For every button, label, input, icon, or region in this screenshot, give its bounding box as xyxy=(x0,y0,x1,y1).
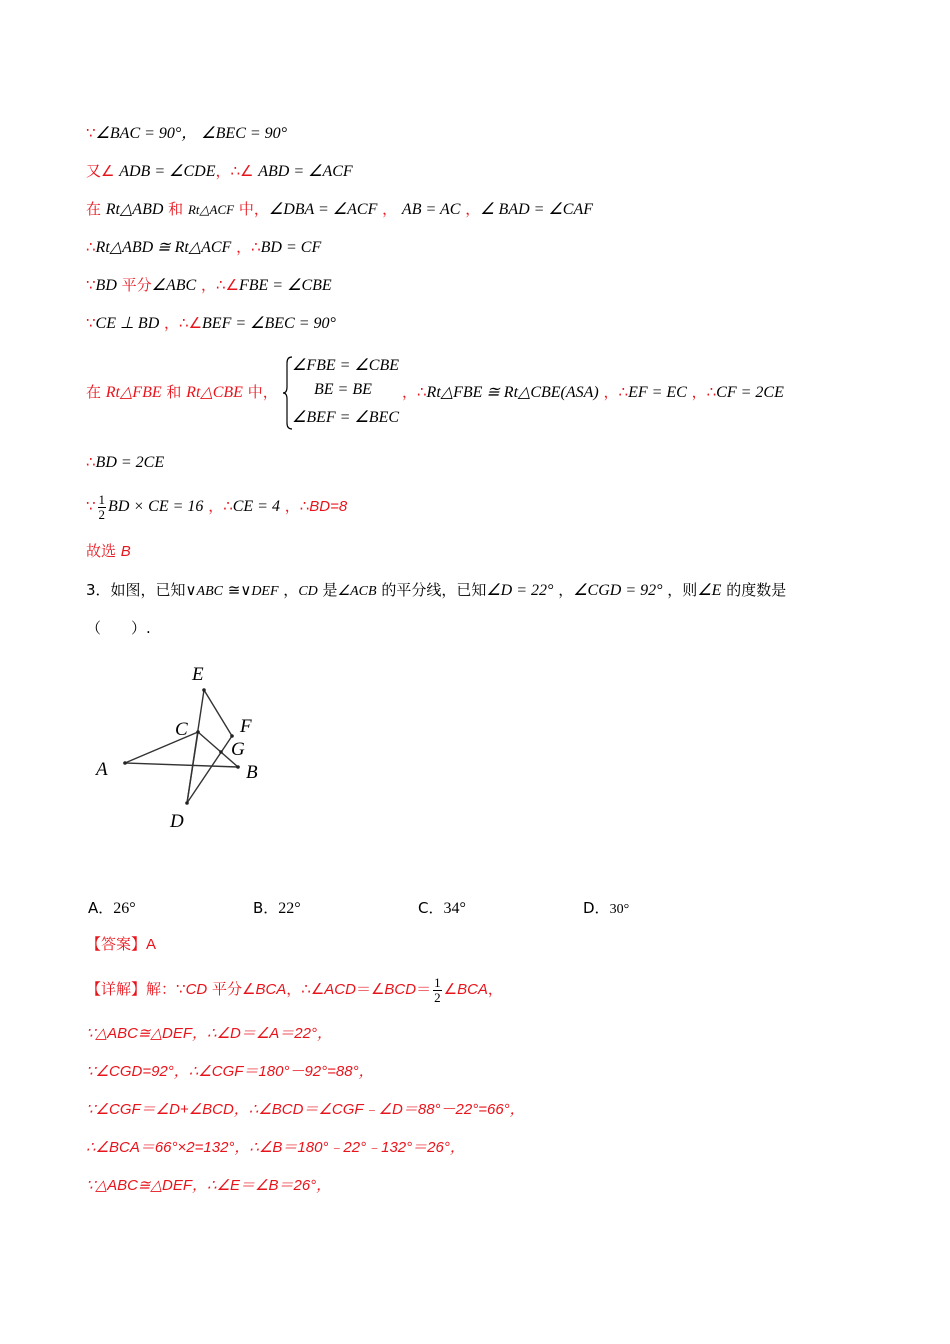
text: ，∴ xyxy=(402,383,427,401)
solution-line-10 xyxy=(86,541,131,562)
text: ＝ xyxy=(416,980,432,998)
text: 故选 xyxy=(86,542,121,560)
detail-line-5: ∴∠BCA＝66°×2=132°，∴∠B＝180°﹣22°﹣132°＝26°， xyxy=(86,1139,465,1156)
geometry-figure xyxy=(90,655,280,835)
solution-line-3 xyxy=(86,199,593,220)
math-expr: ∠ BAD = ∠CAF xyxy=(480,201,594,218)
fraction-denominator: 2 xyxy=(434,989,441,1005)
text: 是 xyxy=(317,581,338,599)
because-symbol: ∵ xyxy=(86,276,96,294)
text: 的平分线，已知 xyxy=(376,581,487,599)
math-expr: BD xyxy=(95,277,117,294)
detail-line-6: ∵△ABC≅△DEF，∴∠E＝∠B＝26°， xyxy=(86,1177,332,1194)
option-letter: C． xyxy=(418,899,444,917)
text: 中， xyxy=(234,200,269,218)
option-letter: B． xyxy=(253,899,279,917)
answer-letter: B xyxy=(120,543,131,560)
math-expr: CE = 4 xyxy=(232,498,280,515)
segment-ed xyxy=(187,690,204,803)
figure-points xyxy=(123,688,240,805)
text: ，∴ xyxy=(279,497,310,515)
math-expr: ∠ACB xyxy=(337,584,377,599)
math-expr: CF = 2CE xyxy=(716,384,784,401)
math-expr: CE ⊥ BD xyxy=(95,315,160,332)
text: ，∴∠ xyxy=(159,314,203,332)
label-g: G xyxy=(231,739,245,760)
math-expr: ACD xyxy=(324,981,356,998)
because-symbol: ∵ xyxy=(86,497,96,515)
point-c xyxy=(196,730,200,734)
math-expr: ∠D = 22° xyxy=(486,582,554,599)
text: 平分 xyxy=(116,276,152,294)
fraction-half xyxy=(433,976,442,1005)
math-expr: ABC xyxy=(196,584,223,599)
option-value: 30° xyxy=(609,902,630,917)
point-e xyxy=(202,688,206,692)
text: ，∴ xyxy=(231,238,261,256)
math-expr: DEF xyxy=(251,584,279,599)
therefore-symbol: ∴ xyxy=(86,453,96,471)
text: ＝∠ xyxy=(355,980,385,998)
label-b: B xyxy=(246,762,258,783)
text: ，则 xyxy=(662,581,698,599)
math-expr: ∠BAC = 90°， ∠BEC = 90° xyxy=(95,125,288,142)
point-g xyxy=(219,750,223,754)
text: 在 xyxy=(86,200,106,218)
text: ，∴∠ xyxy=(215,162,259,180)
math-expr: Rt△FBE xyxy=(105,384,162,401)
label-f: F xyxy=(240,716,252,737)
text: 和 xyxy=(161,383,187,401)
detail-line-3: ∵∠CGD=92°，∴∠CGF＝180°－92°=88°， xyxy=(86,1063,374,1080)
point-a xyxy=(123,761,127,765)
option-value: 34° xyxy=(443,900,466,917)
segment-ef xyxy=(204,690,232,736)
text: 在 xyxy=(86,383,106,401)
math-expr: BCD xyxy=(384,981,417,998)
question-3-line-2: （ ）. xyxy=(86,619,151,637)
text: 3．如图，已知∨ xyxy=(86,581,197,599)
answer-tag: 【答案】 xyxy=(86,935,147,953)
math-expr: ∠ABC xyxy=(151,277,197,294)
math-expr: CD xyxy=(298,584,318,599)
segment-ab xyxy=(125,763,238,767)
text: ， xyxy=(377,200,398,218)
math-expr: BEF = ∠BEC = 90° xyxy=(202,315,336,332)
solution-line-7 xyxy=(86,382,278,403)
detail-tag: 【详解】 xyxy=(86,980,147,998)
segment-fd xyxy=(187,736,232,803)
math-expr: BD=8 xyxy=(309,498,348,515)
math-expr: BD = 2CE xyxy=(95,454,165,471)
option-letter: A． xyxy=(88,899,114,917)
math-expr: Rt△CBE xyxy=(186,384,243,401)
text: ， xyxy=(487,980,503,998)
solution-line-8 xyxy=(86,452,164,473)
label-d: D xyxy=(170,811,184,832)
detail-line-1 xyxy=(86,972,503,1007)
math-expr: ∠CGD = 92° xyxy=(573,582,663,599)
solution-line-6 xyxy=(86,313,336,334)
math-expr: BCA xyxy=(255,981,287,998)
label-e: E xyxy=(192,664,204,685)
solution-line-1 xyxy=(86,123,287,144)
text: ，∴ xyxy=(598,383,629,401)
text: ≅∨ xyxy=(222,581,252,599)
point-b xyxy=(236,765,240,769)
text: ，∴ xyxy=(686,383,717,401)
math-expr: BCA xyxy=(457,981,488,998)
therefore-symbol: ∴ xyxy=(86,238,96,256)
math-expr: EF = EC xyxy=(628,384,687,401)
text: 中， xyxy=(242,383,278,401)
option-value: 26° xyxy=(113,900,136,917)
detail-line-4: ∵∠CGF＝∠D+∠BCD，∴∠BCD＝∠CGF﹣∠D＝88°－22°=66°， xyxy=(86,1101,525,1118)
because-symbol: ∵ xyxy=(86,124,96,142)
math-expr: ABD = ∠ACF xyxy=(258,163,353,180)
answer-line xyxy=(86,934,156,955)
option-letter: D． xyxy=(583,899,610,917)
math-expr: CD xyxy=(185,981,208,998)
text: 的度数是 xyxy=(721,581,787,599)
point-d xyxy=(185,801,189,805)
text: 平分∠ xyxy=(207,980,256,998)
math-expr: ∠DBA = ∠ACF xyxy=(268,201,378,218)
detail-line-2: ∵△ABC≅△DEF，∴∠D＝∠A＝22°， xyxy=(86,1025,332,1042)
text: ， xyxy=(553,581,574,599)
fraction-numerator: 1 xyxy=(434,974,441,990)
math-expr: AB = AC xyxy=(401,201,461,218)
solution-line-2 xyxy=(86,161,353,182)
text: ∠ xyxy=(443,980,458,998)
math-expr: FBE = ∠CBE xyxy=(238,277,332,294)
because-symbol: ∵ xyxy=(86,314,96,332)
text: 和 xyxy=(163,200,188,218)
solution-line-9 xyxy=(86,488,347,525)
system-row-1: ∠FBE = ∠CBE xyxy=(292,357,400,374)
system-row-2: BE = BE xyxy=(314,381,372,398)
text: ，∴∠ xyxy=(196,276,239,294)
option-a[interactable] xyxy=(88,897,136,918)
text: ， xyxy=(460,200,481,218)
fraction-denominator: 2 xyxy=(98,506,106,522)
fraction-numerator: 1 xyxy=(98,491,106,507)
math-expr: Rt△ABD ≅ Rt△ACF xyxy=(95,239,232,256)
text: 解：∵ xyxy=(146,980,186,998)
math-expr: ∠E xyxy=(697,582,722,599)
option-d[interactable] xyxy=(583,897,629,918)
solution-line-4 xyxy=(86,237,321,258)
solution-line-7-cont xyxy=(402,382,784,403)
math-expr: ADB = ∠CDE xyxy=(119,163,216,180)
system-row-3: ∠BEF = ∠BEC xyxy=(292,409,400,426)
math-expr: Rt△ABD xyxy=(105,201,164,218)
label-a: A xyxy=(96,759,108,780)
option-c[interactable] xyxy=(418,897,466,918)
option-value: 22° xyxy=(278,900,301,917)
fraction-half xyxy=(98,493,107,522)
text: ，∴∠ xyxy=(286,980,325,998)
option-b[interactable] xyxy=(253,897,301,918)
text: ，∴ xyxy=(203,497,233,515)
solution-line-5 xyxy=(86,275,332,296)
point-f xyxy=(230,734,234,738)
question-3-line-1 xyxy=(86,580,786,602)
text: ， xyxy=(278,581,299,599)
answer-value: A xyxy=(146,936,157,953)
text: 又∠ xyxy=(86,162,120,180)
math-expr: Rt△ACF xyxy=(187,202,235,217)
math-expr: BD × CE = 16 xyxy=(108,498,204,515)
math-expr: Rt△FBE ≅ Rt△CBE(ASA) xyxy=(426,384,599,401)
label-c: C xyxy=(175,719,188,740)
figure-lines xyxy=(125,690,238,803)
math-expr: BD = CF xyxy=(260,239,322,256)
